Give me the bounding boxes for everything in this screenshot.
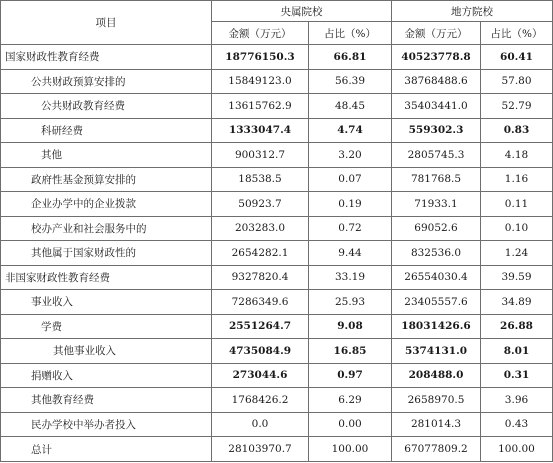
row-label: 其他事业收入: [1, 339, 212, 364]
header-item: 项目: [1, 1, 212, 45]
central-amount-cell: 273044.6: [212, 363, 309, 388]
table-row: [1, 363, 553, 388]
central-share-cell: 0.97: [309, 363, 392, 388]
central-amount-cell: 15849123.0: [212, 69, 309, 94]
header-local-amount: 金额（万元）: [392, 22, 481, 45]
row-label: 捐赠收入: [1, 363, 212, 388]
local-amount-cell: 781768.5: [392, 167, 481, 192]
row-label: 非国家财政性教育经费: [1, 265, 212, 290]
row-label: 国家财政性教育经费: [1, 45, 212, 70]
table-row: [1, 216, 553, 241]
central-share-cell: 0.72: [309, 216, 392, 241]
local-share-cell: 0.31: [481, 363, 553, 388]
central-amount-cell: 203283.0: [212, 216, 309, 241]
central-share-cell: 16.85: [309, 339, 392, 364]
local-amount-cell: 5374131.0: [392, 339, 481, 364]
row-label: 政府性基金预算安排的: [1, 167, 212, 192]
local-amount-cell: 559302.3: [392, 118, 481, 143]
row-label: 科研经费: [1, 118, 212, 143]
central-amount-cell: 2551264.7: [212, 314, 309, 339]
row-label: 民办学校中举办者投入: [1, 412, 212, 437]
central-amount-cell: 18538.5: [212, 167, 309, 192]
central-share-cell: 56.39: [309, 69, 392, 94]
local-share-cell: 39.59: [481, 265, 553, 290]
header-central-institutions: 央属院校: [212, 1, 392, 22]
table-body: [1, 45, 553, 462]
local-amount-cell: 23405557.6: [392, 290, 481, 315]
central-share-cell: 6.29: [309, 388, 392, 413]
local-share-cell: 100.00: [481, 437, 553, 462]
local-share-cell: 26.88: [481, 314, 553, 339]
central-share-cell: 25.93: [309, 290, 392, 315]
table-row: [1, 167, 553, 192]
central-amount-cell: 13615762.9: [212, 94, 309, 119]
table-row: [1, 437, 553, 462]
row-label: 学费: [1, 314, 212, 339]
table-row: [1, 339, 553, 364]
central-amount-cell: 7286349.6: [212, 290, 309, 315]
local-share-cell: 0.11: [481, 192, 553, 217]
row-label: 其他属于国家财政性的: [1, 241, 212, 266]
central-share-cell: 4.74: [309, 118, 392, 143]
central-share-cell: 0.00: [309, 412, 392, 437]
local-amount-cell: 281014.3: [392, 412, 481, 437]
local-share-cell: 57.80: [481, 69, 553, 94]
table-row: [1, 265, 553, 290]
local-share-cell: 0.10: [481, 216, 553, 241]
table-row: [1, 143, 553, 168]
local-amount-cell: 38768488.6: [392, 69, 481, 94]
table-row: [1, 388, 553, 413]
local-share-cell: 60.41: [481, 45, 553, 70]
table-row: [1, 94, 553, 119]
central-share-cell: 0.07: [309, 167, 392, 192]
header-central-share: 占比（%）: [309, 22, 392, 45]
row-label: 事业收入: [1, 290, 212, 315]
local-share-cell: 1.16: [481, 167, 553, 192]
row-label: 其他: [1, 143, 212, 168]
central-share-cell: 3.20: [309, 143, 392, 168]
local-amount-cell: 26554030.4: [392, 265, 481, 290]
local-amount-cell: 40523778.8: [392, 45, 481, 70]
local-share-cell: 0.83: [481, 118, 553, 143]
central-amount-cell: 28103970.7: [212, 437, 309, 462]
local-amount-cell: 69052.6: [392, 216, 481, 241]
header-central-amount: 金额（万元）: [212, 22, 309, 45]
central-share-cell: 9.44: [309, 241, 392, 266]
row-label: 公共财政教育经费: [1, 94, 212, 119]
central-share-cell: 66.81: [309, 45, 392, 70]
header-local-institutions: 地方院校: [392, 1, 553, 22]
row-label: 其他教育经费: [1, 388, 212, 413]
local-share-cell: 4.18: [481, 143, 553, 168]
header-local-share: 占比（%）: [481, 22, 553, 45]
local-amount-cell: 2658970.5: [392, 388, 481, 413]
table-row: [1, 118, 553, 143]
central-amount-cell: 50923.7: [212, 192, 309, 217]
central-share-cell: 0.19: [309, 192, 392, 217]
table-row: [1, 45, 553, 70]
local-amount-cell: 18031426.6: [392, 314, 481, 339]
local-amount-cell: 67077809.2: [392, 437, 481, 462]
central-amount-cell: 2654282.1: [212, 241, 309, 266]
local-share-cell: 34.89: [481, 290, 553, 315]
central-amount-cell: 1768426.2: [212, 388, 309, 413]
central-amount-cell: 1333047.4: [212, 118, 309, 143]
local-amount-cell: 35403441.0: [392, 94, 481, 119]
central-amount-cell: 9327820.4: [212, 265, 309, 290]
row-label: 总计: [1, 437, 212, 462]
table-row: [1, 241, 553, 266]
table-row: [1, 412, 553, 437]
row-label: 校办产业和社会服务中的: [1, 216, 212, 241]
central-share-cell: 100.00: [309, 437, 392, 462]
local-share-cell: 1.24: [481, 241, 553, 266]
local-amount-cell: 208488.0: [392, 363, 481, 388]
local-amount-cell: 71933.1: [392, 192, 481, 217]
row-label: 公共财政预算安排的: [1, 69, 212, 94]
central-share-cell: 48.45: [309, 94, 392, 119]
table-row: [1, 192, 553, 217]
local-share-cell: 3.96: [481, 388, 553, 413]
table-row: [1, 69, 553, 94]
central-share-cell: 33.19: [309, 265, 392, 290]
table-row: [1, 314, 553, 339]
local-share-cell: 0.43: [481, 412, 553, 437]
central-amount-cell: 0.0: [212, 412, 309, 437]
row-label: 企业办学中的企业拨款: [1, 192, 212, 217]
local-amount-cell: 2805745.3: [392, 143, 481, 168]
table-row: [1, 290, 553, 315]
central-amount-cell: 4735084.9: [212, 339, 309, 364]
central-amount-cell: 18776150.3: [212, 45, 309, 70]
local-share-cell: 52.79: [481, 94, 553, 119]
central-amount-cell: 900312.7: [212, 143, 309, 168]
local-amount-cell: 832536.0: [392, 241, 481, 266]
local-share-cell: 8.01: [481, 339, 553, 364]
central-share-cell: 9.08: [309, 314, 392, 339]
